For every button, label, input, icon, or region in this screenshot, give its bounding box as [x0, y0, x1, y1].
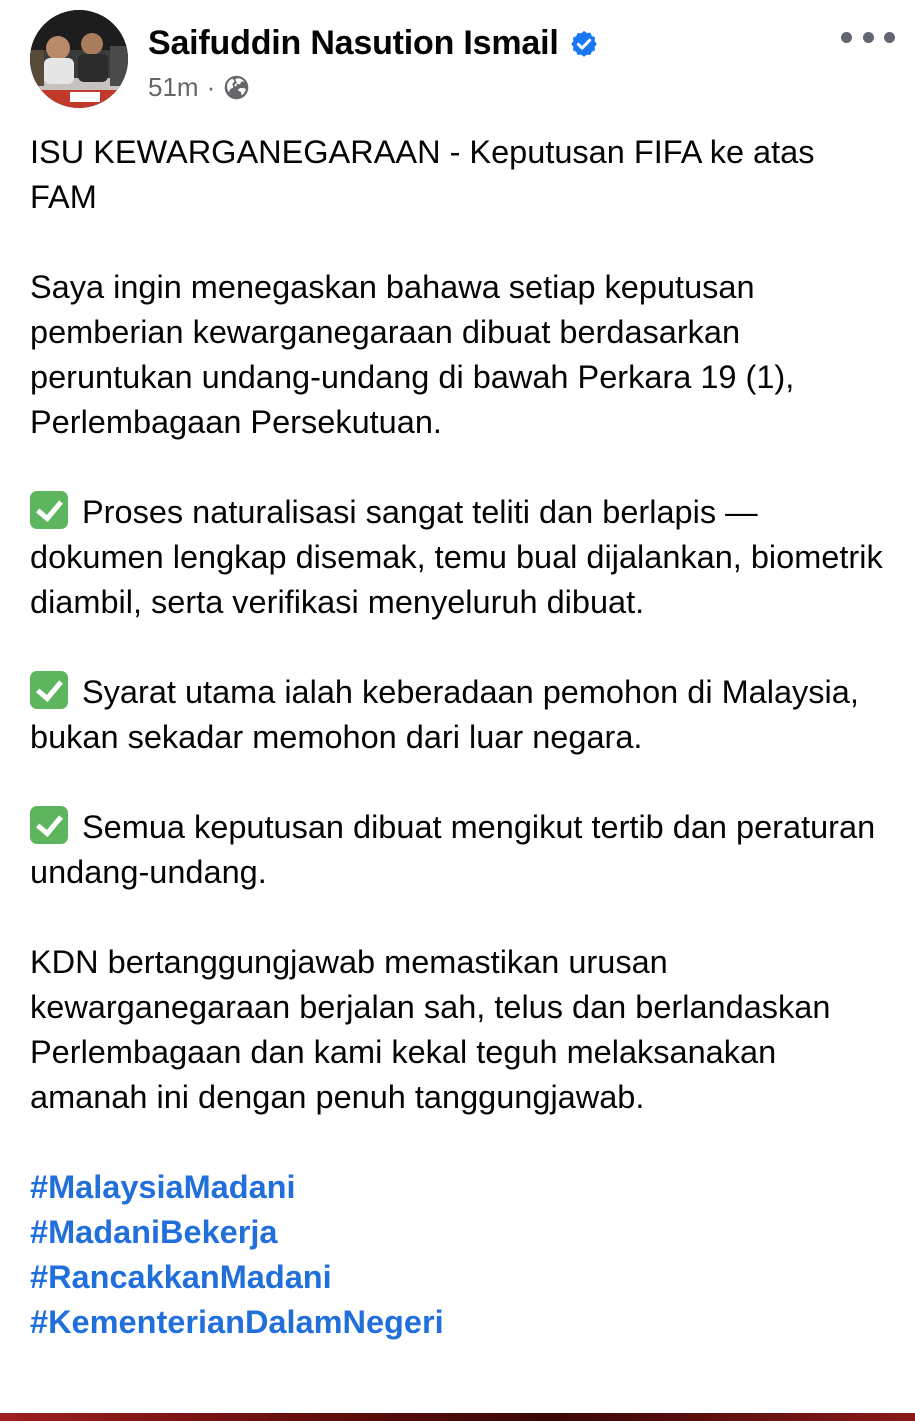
post-closing: KDN bertanggungjawab memastikan urusan kewarganegaraan berjalan sah, telus dan berlandaskan Perlembagaan dan kami kekal teguh melaksanakan amanah ini dengan penuh tanggungjawab. [30, 944, 831, 1115]
checklist-item-text: Semua keputusan dibuat mengikut tertib dan peraturan undang-undang. [30, 809, 876, 890]
more-dot-icon [884, 32, 895, 43]
hashtag-link[interactable]: #MadaniBekerja [30, 1214, 278, 1250]
author-name[interactable]: Saifuddin Nasution Ismail [148, 24, 559, 62]
meta-separator: · [206, 72, 216, 102]
post-paragraph: Saya ingin menegaskan bahawa setiap keputusan pemberian kewarganegaraan dibuat berdasarkan peruntukan undang-undang di bawah Perkara 19 (1), Perlembagaan Persekutuan. [30, 269, 795, 440]
checklist-item [30, 805, 890, 895]
checklist-item-text: Proses naturalisasi sangat teliti dan berlapis — dokumen lengkap disemak, temu bual dijalankan, biometrik diambil, serta verifikasi menyeluruh dibuat. [30, 494, 883, 620]
check-mark-icon [30, 671, 68, 709]
verified-badge-icon [569, 29, 599, 59]
post-meta [148, 72, 250, 103]
checklist-item-text: Syarat utama ialah keberadaan pemohon di Malaysia, bukan sekadar memohon dari luar negara. [30, 674, 859, 755]
more-dot-icon [863, 32, 874, 43]
checklist-item [30, 490, 890, 625]
more-options-button[interactable] [841, 22, 895, 52]
attached-image-edge[interactable] [0, 1413, 915, 1421]
post-header [30, 10, 890, 110]
check-mark-icon [30, 491, 68, 529]
post-body [30, 130, 890, 1345]
avatar-photo [30, 10, 128, 108]
check-mark-icon [30, 806, 68, 844]
hashtag-link[interactable]: #RancakkanMadani [30, 1259, 332, 1295]
globe-icon[interactable] [223, 74, 250, 101]
hashtag-list [30, 1165, 890, 1345]
hashtag-link[interactable]: #KementerianDalamNegeri [30, 1304, 444, 1340]
checklist-item [30, 670, 890, 760]
hashtag-link[interactable]: #MalaysiaMadani [30, 1169, 296, 1205]
post-timestamp[interactable]: 51m [148, 72, 199, 102]
author-avatar[interactable] [30, 10, 128, 108]
post-title: ISU KEWARGANEGARAAN - Keputusan FIFA ke atas FAM [30, 134, 815, 215]
more-dot-icon [841, 32, 852, 43]
author-name-row [148, 24, 599, 63]
